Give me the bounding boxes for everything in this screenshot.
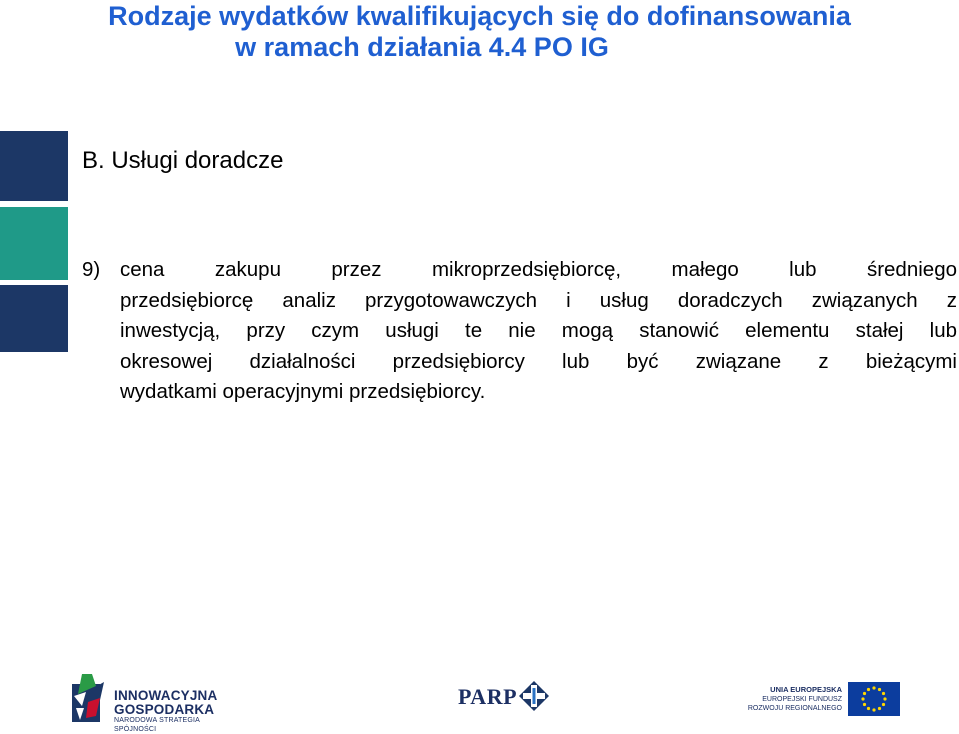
section-heading: B. Usługi doradcze: [82, 147, 284, 174]
item-line: okresowej działalności przedsiębiorcy lub być związane z bieżącymi: [120, 349, 957, 373]
item-line: przedsiębiorcę analiz przygotowawczych i usług doradczych związanych z: [120, 288, 957, 312]
slide-title-line2: w ramach działania 4.4 PO IG: [235, 32, 609, 62]
parp-emblem-icon: [518, 680, 550, 712]
decor-bar-1: [0, 131, 68, 201]
footer-logos: [0, 668, 959, 733]
logo-ue-line3: ROZWOJU REGIONALNEGO: [747, 705, 842, 712]
innowacyjna-gospodarka-logo: [70, 672, 240, 733]
slide-title-line1: Rodzaje wydatków kwalifikujących się do dofinansowania: [108, 1, 851, 31]
logo-ue-line1: UNIA EUROPEJSKA: [770, 685, 842, 694]
eu-fund-logo: [747, 682, 900, 722]
eu-flag-icon: [848, 682, 900, 716]
logo-ig-line3: NARODOWA STRATEGIA SPÓJNOŚCI: [114, 717, 200, 733]
item-paragraph: [82, 255, 957, 408]
item-number: 9): [82, 258, 101, 281]
logo-ig-line2: GOSPODARKA: [114, 702, 215, 717]
logo-ue-line2: EUROPEJSKI FUNDUSZ: [762, 696, 842, 703]
logo-ig-line1: INNOWACYJNA: [114, 688, 218, 703]
decor-bar-3: [0, 285, 68, 352]
item-text: [120, 255, 957, 408]
item-line: inwestycją, przy czym usługi te nie mogą stanowić elementu stałej lub: [120, 319, 957, 342]
item-line: cena zakupu przez mikroprzedsiębiorcę, małego lub średniego: [120, 258, 957, 281]
decor-bar-2: [0, 207, 68, 280]
innowacyjna-gospodarka-emblem-icon: [70, 672, 106, 724]
parp-logo-text: PARP: [458, 684, 518, 709]
item-line: wydatkami operacyjnymi przedsiębiorcy.: [120, 380, 486, 403]
parp-logo: [458, 680, 552, 720]
